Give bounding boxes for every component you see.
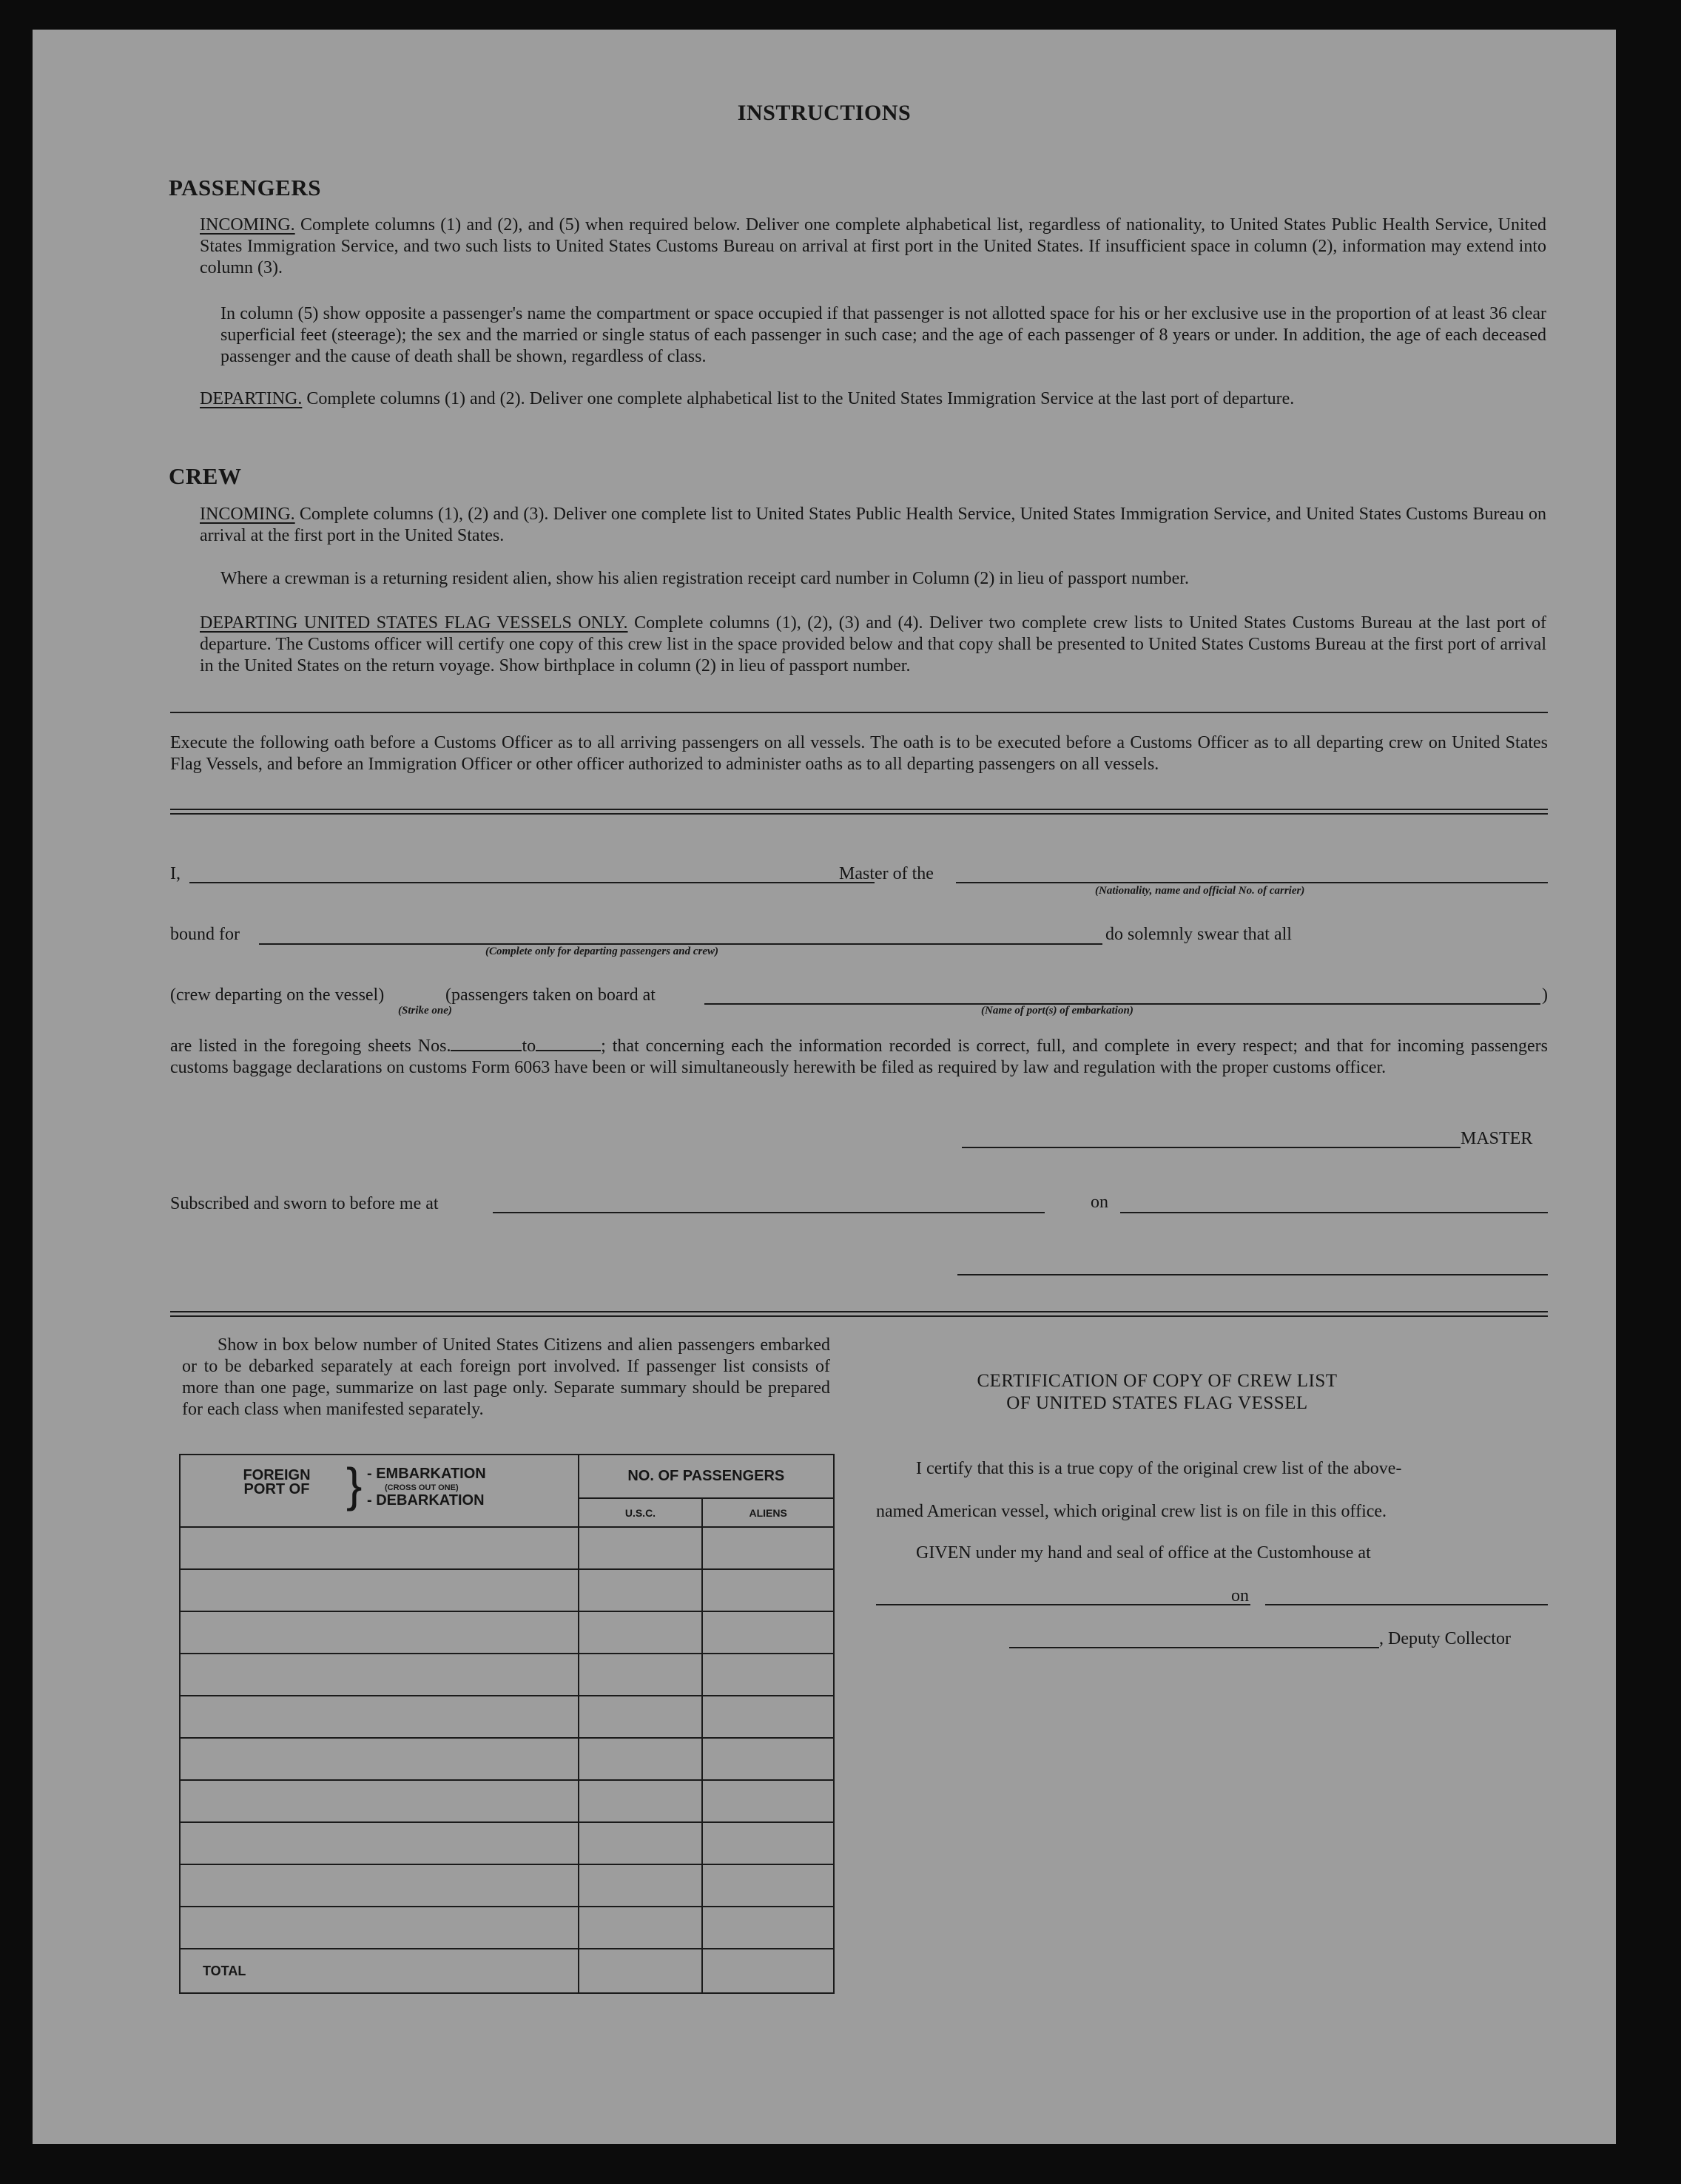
usc-cell[interactable] <box>579 1569 703 1611</box>
port-cell[interactable] <box>180 1527 579 1569</box>
bound-for-field[interactable] <box>259 943 1102 945</box>
table-body <box>180 1527 834 1949</box>
close-paren: ) <box>1542 985 1548 1005</box>
subscribed-label: Subscribed and sworn to before me at <box>170 1194 439 1213</box>
port-cell[interactable] <box>180 1611 579 1654</box>
subscribed-on-label: on <box>1091 1193 1108 1212</box>
table-row <box>180 1738 834 1780</box>
certify-line2: named American vessel, which original crew list is on file in this office. <box>876 1502 1387 1521</box>
deputy-collector-signature-field[interactable] <box>1009 1647 1379 1648</box>
total-aliens-cell[interactable] <box>702 1949 834 1993</box>
divider <box>170 712 1548 713</box>
total-label: TOTAL <box>203 1963 246 1978</box>
ports-caption: (Name of port(s) of embarkation) <box>981 1005 1133 1017</box>
passengers-incoming-label: INCOMING. <box>200 215 295 235</box>
to-label: to <box>522 1037 536 1056</box>
aliens-cell[interactable] <box>702 1654 834 1696</box>
port-cell[interactable] <box>180 1780 579 1822</box>
nationality-caption: (Nationality, name and official No. of carrier) <box>1095 885 1305 897</box>
aliens-cell[interactable] <box>702 1527 834 1569</box>
crew-departing-option: (crew departing on the vessel) <box>170 985 385 1005</box>
aliens-cell[interactable] <box>702 1780 834 1822</box>
sworn-place-field[interactable] <box>493 1212 1045 1213</box>
listed-paragraph <box>170 1036 1548 1079</box>
aliens-cell[interactable] <box>702 1822 834 1864</box>
no-of-passengers-header: NO. OF PASSENGERS <box>579 1455 834 1498</box>
aliens-cell[interactable] <box>702 1569 834 1611</box>
strike-one-caption: (Strike one) <box>398 1005 452 1017</box>
table-row <box>180 1780 834 1822</box>
passengers-departing-paragraph <box>200 388 1546 410</box>
aliens-cell[interactable] <box>702 1696 834 1738</box>
aliens-cell[interactable] <box>702 1864 834 1907</box>
table-header-row <box>180 1455 834 1498</box>
table-row <box>180 1527 834 1569</box>
foreign-port-label: FOREIGN PORT OF <box>243 1467 311 1497</box>
sheet-from-field[interactable] <box>451 1037 522 1051</box>
form-page <box>33 30 1616 2144</box>
passengers-incoming-paragraph <box>200 215 1546 279</box>
deputy-collector-label: , Deputy Collector <box>1379 1629 1511 1648</box>
certification-title <box>861 1370 1453 1415</box>
double-divider-lower <box>170 1311 1548 1317</box>
usc-cell[interactable] <box>579 1780 703 1822</box>
oath-instruction: Execute the following oath before a Customs Officer as to all arriving passengers on all vessels. The oath is to be executed before a Customs Officer as to all departing crew on United States Flag Vessels, and before an Immigration Officer or other officer authorized to administer oaths as to all departing passengers on all vessels. <box>170 733 1548 774</box>
page-title: INSTRUCTIONS <box>737 101 912 125</box>
crew-incoming-label: INCOMING. <box>200 505 295 524</box>
brace-icon: } <box>346 1458 363 1511</box>
passengers-departing-text: Complete columns (1) and (2). Deliver one complete alphabetical list to the United States Immigration Service at the last port of departure. <box>306 389 1295 408</box>
cross-out-label: (CROSS OUT ONE) <box>385 1483 459 1492</box>
table-row <box>180 1654 834 1696</box>
port-cell[interactable] <box>180 1569 579 1611</box>
port-cell[interactable] <box>180 1696 579 1738</box>
customhouse-field[interactable] <box>876 1604 1250 1605</box>
table-row <box>180 1864 834 1907</box>
crew-departing-text: Complete columns (1), (2), (3) and (4). Deliver two complete crew lists to United States Customs Bureau at the last port of departure. The Customs officer will certify one copy of this crew list in the space provided below and that copy shall be presented to United States Customs Bureau at the first port of arrival in the United States on the return voyage. Show birthplace in column (2) in lieu of passport number. <box>200 613 1547 675</box>
oath-i-label: I, <box>170 864 181 883</box>
passengers-incoming-text: Complete columns (1) and (2), and (5) when required below. Deliver one complete alphabetical list, regardless of nationality, to United States Public Health Service, United States Immigration Service, and two such lists to United States Customs Bureau on arrival at first port in the United States. If insufficient space in column (2), information may extend into column (3). <box>200 215 1546 277</box>
passenger-summary-table <box>179 1454 835 1994</box>
table-row <box>180 1696 834 1738</box>
certification-title-line1: CERTIFICATION OF COPY OF CREW LIST <box>977 1371 1338 1391</box>
passengers-departing-label: DEPARTING. <box>200 389 303 408</box>
port-cell[interactable] <box>180 1907 579 1949</box>
usc-cell[interactable] <box>579 1738 703 1780</box>
total-label-cell <box>180 1949 579 1993</box>
crew-departing-paragraph <box>200 613 1546 677</box>
usc-cell[interactable] <box>579 1696 703 1738</box>
certify-line1: I certify that this is a true copy of the original crew list of the above- <box>916 1459 1402 1478</box>
bound-for-label: bound for <box>170 925 240 944</box>
port-header-cell <box>180 1455 579 1527</box>
given-line: GIVEN under my hand and seal of office at the Customhouse at <box>916 1543 1371 1563</box>
usc-cell[interactable] <box>579 1611 703 1654</box>
summary-instruction: Show in box below number of United States Citizens and alien passengers embarked or to be debarked separately at each foreign port involved. If passenger list consists of more than one page, summarize on last page only. Separate summary should be prepared for each class when manifested separately. <box>182 1335 830 1419</box>
solemnly-swear-label: do solemnly swear that all <box>1105 925 1292 944</box>
embarkation-label: - EMBARKATION <box>367 1466 486 1482</box>
usc-cell[interactable] <box>579 1654 703 1696</box>
complete-only-caption: (Complete only for departing passengers and crew) <box>485 946 718 957</box>
master-name-field[interactable] <box>189 882 875 883</box>
aliens-cell[interactable] <box>702 1907 834 1949</box>
debarkation-label: - DEBARKATION <box>367 1492 485 1509</box>
total-usc-cell[interactable] <box>579 1949 703 1993</box>
usc-cell[interactable] <box>579 1907 703 1949</box>
master-label: MASTER <box>1461 1129 1533 1148</box>
table-row <box>180 1907 834 1949</box>
crew-resident-paragraph: Where a crewman is a returning resident alien, show his alien registration receipt card number in Column (2) in lieu of passport number. <box>220 569 1189 588</box>
listed-rest: ; that concerning each the information recorded is correct, full, and complete in every respect; and that for incoming passengers customs baggage declarations on customs Form 6063 have been or will simultaneously herewith be filed as required by law and regulation with the proper customs officer. <box>170 1037 1548 1077</box>
double-divider <box>170 809 1548 815</box>
cert-date-field[interactable] <box>1265 1604 1548 1605</box>
listed-prefix: are listed in the foregoing sheets Nos. <box>170 1037 451 1056</box>
usc-cell[interactable] <box>579 1822 703 1864</box>
usc-header: U.S.C. <box>579 1498 703 1527</box>
certification-title-line2: OF UNITED STATES FLAG VESSEL <box>1006 1393 1308 1413</box>
column5-paragraph: In column (5) show opposite a passenger's name the compartment or space occupied if that passenger is not allotted space for his or her exclusive use in the proportion of at least 36 clear superficial feet (steerage); the sex and the married or single status of each passenger in such case; and the age of each passenger of 8 years or under. In addition, the age of each deceased passenger and the cause of death shall be shown, regardless of class. <box>220 304 1546 366</box>
aliens-cell[interactable] <box>702 1738 834 1780</box>
usc-cell[interactable] <box>579 1864 703 1907</box>
sworn-date-field[interactable] <box>1120 1212 1548 1213</box>
table-row <box>180 1569 834 1611</box>
master-of-the-label: Master of the <box>839 864 934 883</box>
crew-departing-label: DEPARTING UNITED STATES FLAG VESSELS ONLY. <box>200 613 628 633</box>
cert-on-label: on <box>1231 1586 1249 1605</box>
vessel-field[interactable] <box>956 882 1548 883</box>
crew-heading: CREW <box>169 463 242 489</box>
passengers-taken-option: (passengers taken on board at <box>445 985 656 1005</box>
port-cell[interactable] <box>180 1738 579 1780</box>
sheet-to-field[interactable] <box>536 1037 601 1051</box>
usc-cell[interactable] <box>579 1527 703 1569</box>
crew-incoming-paragraph <box>200 504 1546 547</box>
port-cell[interactable] <box>180 1654 579 1696</box>
officer-signature-field[interactable] <box>957 1274 1548 1275</box>
master-signature-field[interactable] <box>962 1147 1461 1148</box>
port-cell[interactable] <box>180 1864 579 1907</box>
total-row <box>180 1949 834 1993</box>
passengers-heading: PASSENGERS <box>169 175 321 200</box>
port-cell[interactable] <box>180 1822 579 1864</box>
crew-incoming-text: Complete columns (1), (2) and (3). Deliver one complete list to United States Public Health Service, United States Immigration Service, and United States Customs Bureau on arrival at the first port in the United States. <box>200 505 1547 545</box>
table-row <box>180 1611 834 1654</box>
aliens-cell[interactable] <box>702 1611 834 1654</box>
table-row <box>180 1822 834 1864</box>
aliens-header: ALIENS <box>702 1498 834 1527</box>
